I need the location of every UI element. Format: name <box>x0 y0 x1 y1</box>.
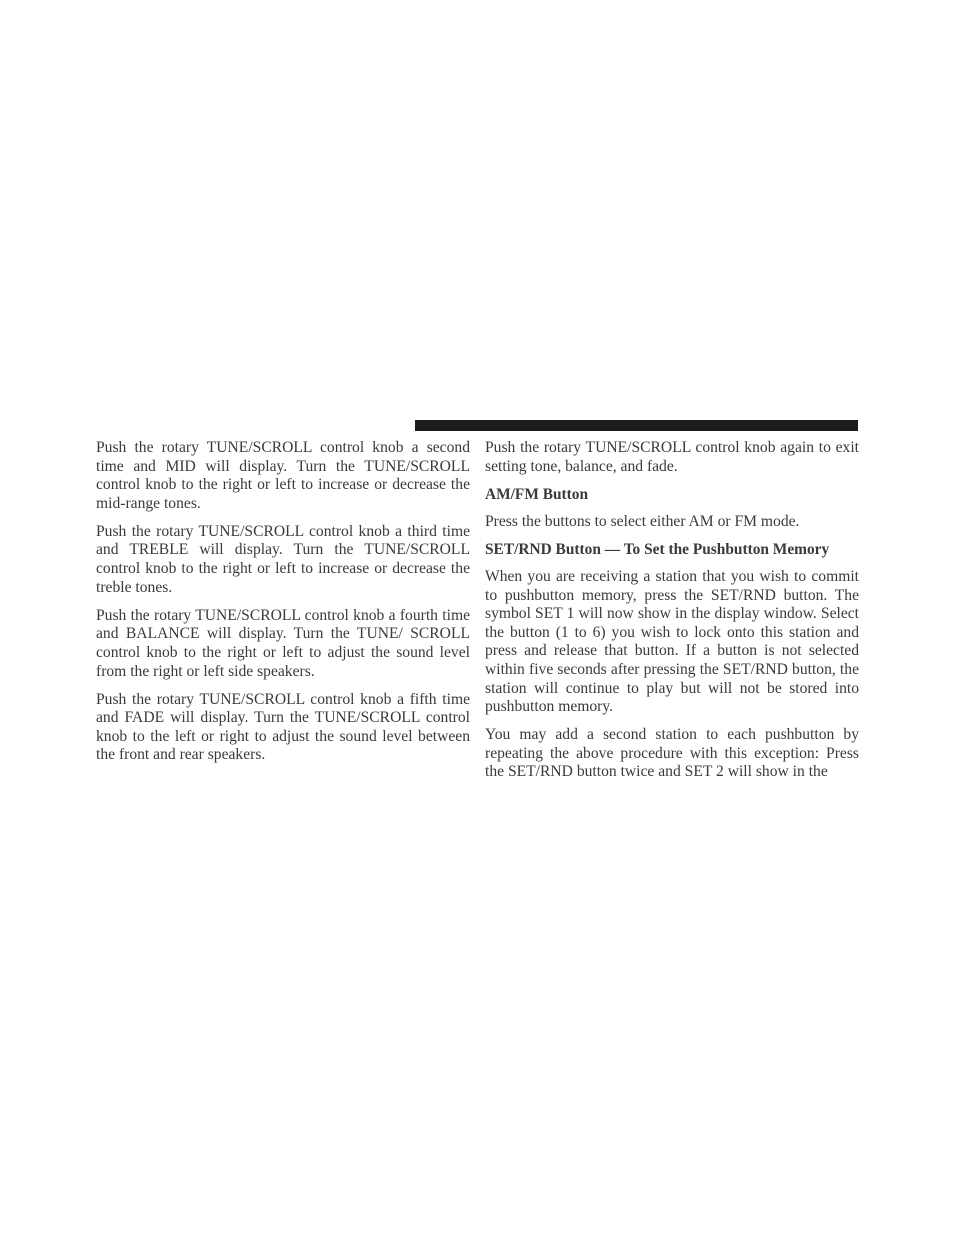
paragraph-amfm: Press the buttons to select either AM or FM mode. <box>485 512 800 530</box>
paragraph-exit: Push the rotary TUNE/SCROLL control knob again to exit setting tone, balance, and fade. <box>485 439 859 475</box>
right-column <box>485 439 859 792</box>
section-header-bar <box>415 420 858 431</box>
paragraph-balance: Push the rotary TUNE/SCROLL control knob a fourth time and BALANCE will display. Turn the TUNE/ SCROLL control knob to the right or left to adjust the sound level from the right or left side speakers. <box>96 606 470 680</box>
paragraph-setrnd-2: You may add a second station to each pushbutton by repeating the above procedure with this exception: Press the SET/RND button twice and SET 2 will show in the <box>485 726 859 781</box>
heading-setrnd-button: SET/RND Button — To Set the Pushbutton Memory <box>485 540 830 558</box>
paragraph-treble: Push the rotary TUNE/SCROLL control knob a third time and TREBLE will display. Turn the TUNE/SCROLL control knob to the right or left to increase or decrease the treble tones. <box>96 522 470 596</box>
left-column <box>96 439 470 775</box>
paragraph-setrnd-1: When you are receiving a station that you wish to commit to pushbutton memory, press the SET/RND button. The symbol SET 1 will now show in the display window. Select the button (1 to 6) you wish to lock onto this station and press and release that button. If a button is not selected within five seconds after pressing the SET/RND button, the station will continue to play but will not be stored into pushbutton memory. <box>485 567 859 716</box>
heading-amfm-button: AM/FM Button <box>485 485 589 503</box>
paragraph-mid: Push the rotary TUNE/SCROLL control knob a second time and MID will display. Turn the TUNE/SCROLL control knob to the right or left to increase or decrease the mid-range tones. <box>96 439 470 512</box>
paragraph-fade: Push the rotary TUNE/SCROLL control knob a fifth time and FADE will display. Turn the TUNE/SCROLL control knob to the left or right to adjust the sound level between the front and rear speakers. <box>96 690 470 764</box>
